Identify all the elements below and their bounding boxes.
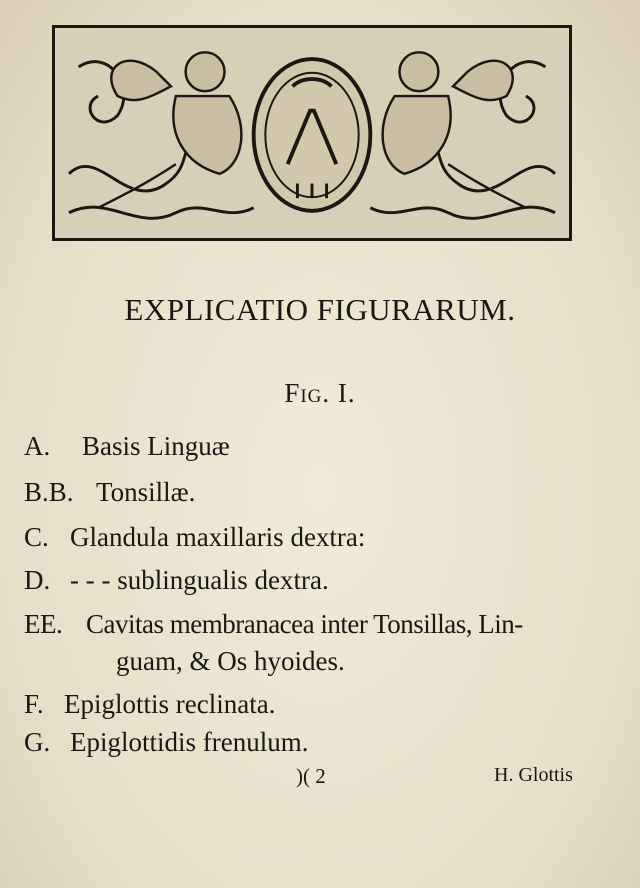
item-letter: C.	[24, 522, 49, 552]
item-letter: F.	[24, 689, 44, 719]
item-text: Cavitas membranacea inter Tonsillas, Lin-	[86, 609, 523, 639]
item-text: Glandula maxillaris dextra:	[70, 522, 366, 552]
page-title: EXPLICATIO FIGURARUM.	[124, 292, 516, 327]
item-letter: A.	[24, 431, 51, 461]
list-item	[24, 686, 275, 722]
list-item	[24, 562, 329, 598]
item-letter: EE.	[24, 609, 63, 639]
item-text: Epiglottidis frenulum.	[70, 727, 309, 757]
item-letter: D.	[24, 565, 51, 595]
list-item	[24, 724, 308, 760]
item-text: Tonsillæ.	[96, 477, 196, 507]
item-text: Basis Linguæ	[82, 431, 230, 461]
list-item	[24, 519, 365, 555]
item-letter: B.B.	[24, 477, 74, 507]
figure-heading: Fig. I.	[284, 378, 356, 408]
item-text: - - - sublingualis dextra.	[70, 565, 329, 595]
item-text: Epiglottis reclinata.	[64, 689, 276, 719]
list-item	[24, 428, 230, 464]
item-letter: G.	[24, 727, 51, 757]
woodcut-headpiece	[52, 25, 572, 241]
list-item-continuation: guam, & Os hyoides.	[116, 646, 345, 676]
list-item	[24, 474, 195, 510]
list-item	[24, 606, 523, 642]
cherubs-ornament-image	[55, 28, 569, 238]
catchword: H. Glottis	[494, 764, 573, 786]
signature-mark: )( 2	[296, 764, 326, 788]
